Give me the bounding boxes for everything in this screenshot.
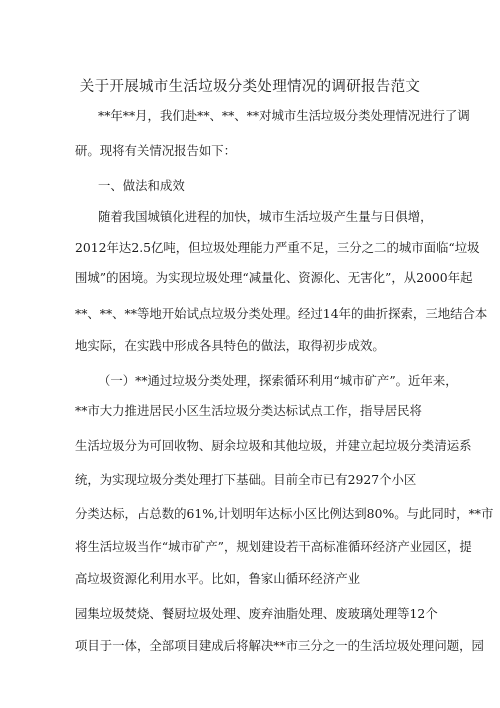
- paragraph-line: 项目于一体，全部项目建成后将解决**市三分之一的生活垃圾处理问题，园: [75, 638, 484, 653]
- paragraph-line: 园集垃圾焚烧、餐厨垃圾处理、废弃油脂处理、废玻璃处理等12个: [75, 606, 438, 621]
- paragraph-line: 将生活垃圾当作“城市矿产”，规划建设若干高标准循环经济产业园区，提: [75, 539, 472, 554]
- paragraph-line: 围城”的困境。为实现垃圾处理“减量化、资源化、无害化”，从2000年起: [75, 270, 473, 285]
- paragraph-line: 生活垃圾分为可回收物、厨余垃圾和其他垃圾，并建立起垃圾分类清运系: [75, 438, 472, 453]
- paragraph-line: （一）**通过垃圾分类处理，探索循环利用“城市矿产”。近年来，: [98, 373, 458, 388]
- paragraph-line: **、**、**等地开始试点垃圾分类处理。经过14年的曲折探索，三地结合本: [75, 306, 488, 321]
- paragraph-line: **年**月，我们赴**、**、**对城市生活垃圾分类处理情况进行了调: [98, 108, 470, 123]
- paragraph-line: 分类达标，占总数的61%,计划明年达标小区比例达到80%。与此同时，**市: [75, 506, 494, 521]
- paragraph-line: 2012年达2.5亿吨，但垃圾处理能力严重不足，三分之二的城市面临“垃圾: [75, 240, 480, 255]
- document-title: 关于开展城市生活垃圾分类处理情况的调研报告范文: [79, 79, 421, 95]
- paragraph-line: 高垃圾资源化利用水平。比如，鲁家山循环经济产业: [75, 571, 360, 586]
- section-heading: 一、做法和成效: [98, 178, 185, 193]
- paragraph-line: **市大力推进居民小区生活垃圾分类达标试点工作，指导居民将: [75, 403, 422, 418]
- paragraph-line: 研。现将有关情况报告如下：: [75, 143, 237, 158]
- paragraph-line: 地实际，在实践中形成各具特色的做法，取得初步成效。: [75, 338, 385, 353]
- paragraph-line: 随着我国城镇化进程的加快，城市生活垃圾产生量与日俱增，: [98, 209, 433, 224]
- paragraph-line: 统，为实现垃圾分类处理打下基础。目前全市已有2927个小区: [75, 472, 417, 487]
